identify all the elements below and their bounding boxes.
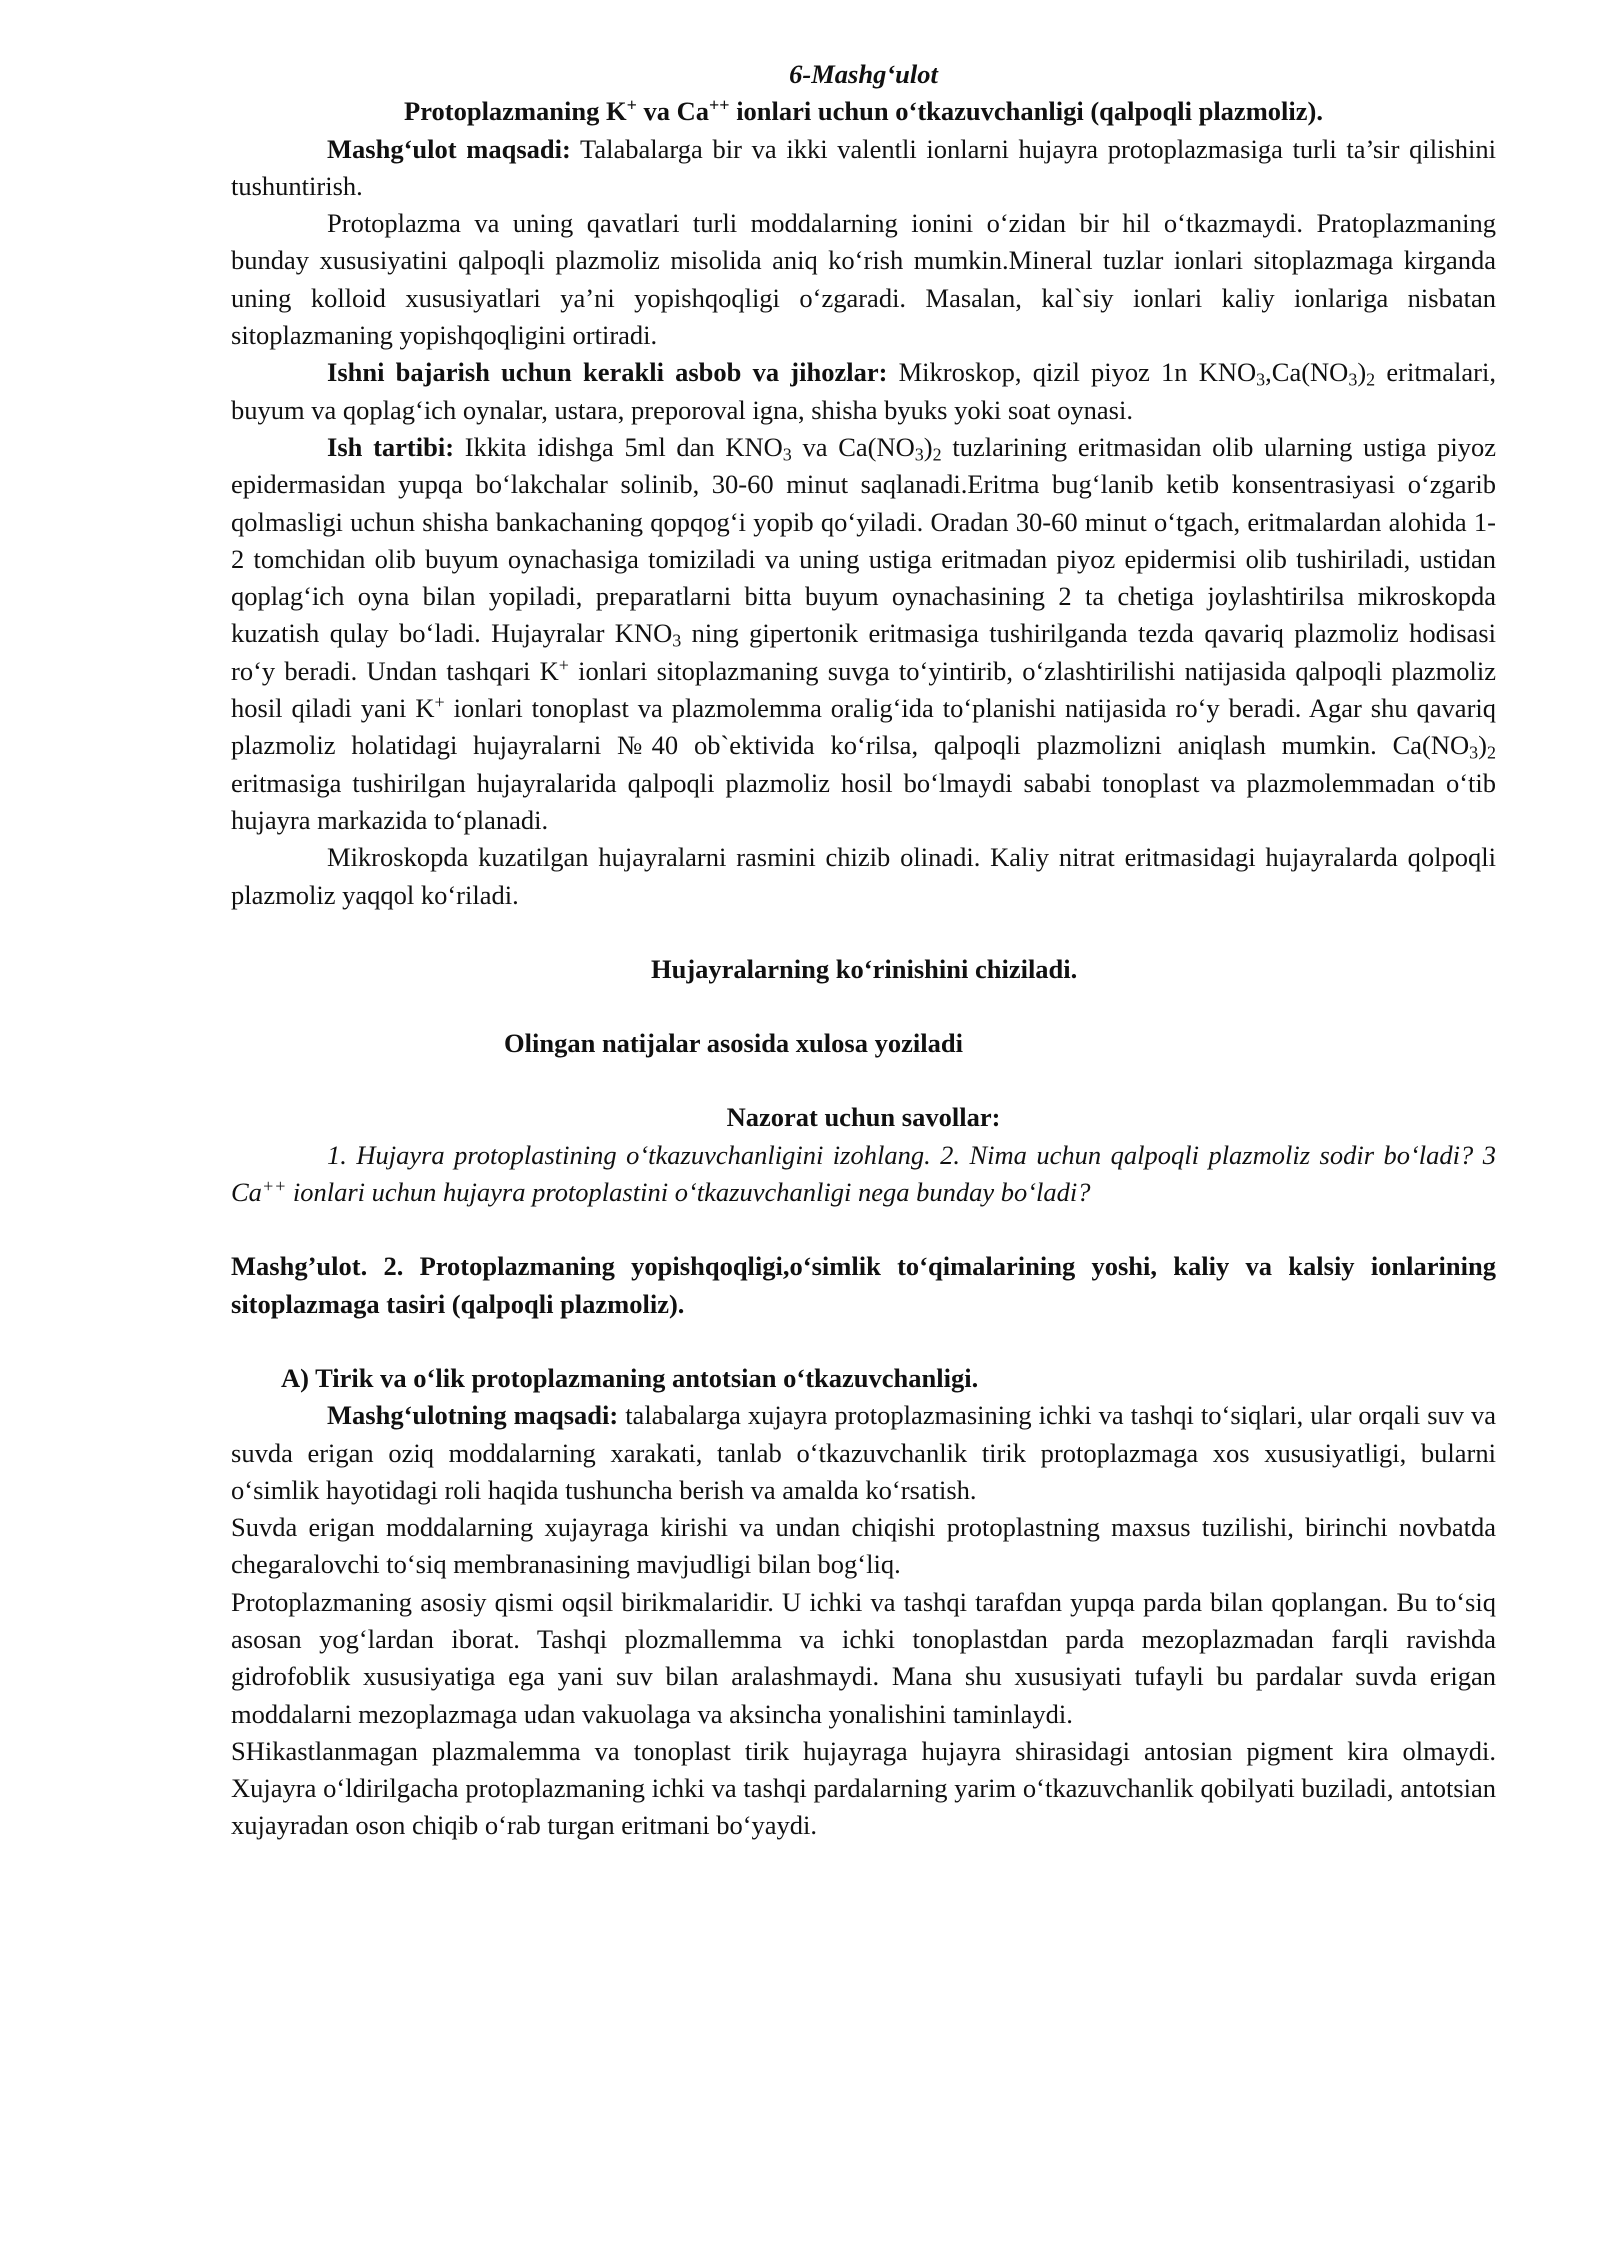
lesson-title: 6-Mashg‘ulot bbox=[789, 59, 938, 89]
equipment-text: ) bbox=[1357, 357, 1367, 388]
heading-part: Protoplazmaning K bbox=[404, 96, 627, 127]
procedure-text: ) bbox=[1478, 730, 1487, 761]
heading-part: ionlari uchun o‘tkazuvchanligi (qalpoqli plazmoliz). bbox=[729, 96, 1323, 127]
superscript: + bbox=[558, 654, 569, 675]
paragraph-1: Suvda erigan moddalarning xujayraga kirishi va undan chiqishi protoplastning maxsus tuzilishi, birinchi novbatda chegaralovchi to‘siq membranasining mavjudligi bilan bog‘liq. bbox=[231, 1512, 1496, 1580]
questions-heading: Nazorat uchun savollar: bbox=[726, 1102, 1001, 1133]
document-page bbox=[231, 56, 1496, 1845]
subscript: 3 bbox=[1348, 369, 1358, 390]
equipment-text: ,Ca(NO bbox=[1265, 357, 1349, 388]
aim-label: Mashg‘ulot maqsadi: bbox=[327, 133, 571, 164]
draw-heading: Hujayralarning ko‘rinishini chiziladi. bbox=[651, 953, 1078, 984]
superscript: + bbox=[434, 692, 445, 713]
procedure-text: va Ca(NO bbox=[791, 431, 915, 462]
observation-paragraph: Mikroskopda kuzatilgan hujayralarni rasmini chizib olinadi. Kaliy nitrat eritmasidagi hujayralarda qolpoqli plazmoliz yaqqol ko‘riladi. bbox=[231, 842, 1496, 910]
equipment-label: Ishni bajarish uchun kerakli asbob va jihozlar: bbox=[327, 357, 888, 388]
procedure-text: ) bbox=[923, 431, 933, 462]
aim-paragraph bbox=[231, 131, 1496, 206]
subscript: 3 bbox=[1256, 369, 1266, 390]
aim2-label: Mashg‘ulotning maqsadi: bbox=[327, 1400, 619, 1431]
procedure-text: ionlari tonoplast va plazmolemma oralig‘ida to‘planishi natijasida ro‘y beradi. Agar shu qavariq plazmoliz holatidagi hujayralarni №40 ob`ektivida ko‘rilsa, qalpoqli plazmolizni aniqlash mumkin. Ca(NO bbox=[231, 693, 1497, 761]
spacer bbox=[231, 988, 1496, 1025]
questions-text: ionlari uchun hujayra protoplastini o‘tkazuvchanligi nega bunday bo‘ladi? bbox=[286, 1177, 1091, 1208]
subscript: 3 bbox=[914, 444, 924, 465]
aim2-text: talabalarga xujayra protoplazmasining ichki va tashqi to‘siqlari, ular orqali suv va suvda erigan oziq moddalarning xarakati, tanlab o‘tkazuvchanlik tirik protoplazmaga xos xususiyatligi, bularni o‘simlik hayotidagi roli haqida tushuncha berish va amalda ko‘rsatish. bbox=[231, 1400, 1497, 1505]
equipment-text: Mikroskop, qizil piyoz 1n KNO bbox=[887, 357, 1257, 388]
equipment-paragraph bbox=[231, 354, 1496, 429]
equipment-text: eritmalari, buyum va qoplag‘ich oynalar, ustara, preporoval igna, shisha byuks yoki soat oynasi. bbox=[231, 357, 1496, 425]
questions-paragraph bbox=[231, 1137, 1496, 1212]
aim2-paragraph bbox=[231, 1397, 1496, 1509]
spacer bbox=[231, 1323, 1496, 1360]
procedure-paragraph bbox=[231, 429, 1496, 839]
heading-sup: + bbox=[626, 95, 637, 116]
spacer bbox=[231, 1062, 1496, 1099]
procedure-label: Ish tartibi: bbox=[327, 431, 455, 462]
procedure-text: eritmasiga tushirilgan hujayralarida qalpoqli plazmoliz hosil bo‘lmaydi sababi tonoplast va plazmolemmadan o‘tib hujayra markazida to‘planadi. bbox=[231, 767, 1496, 835]
procedure-text: ionlari sitoplazmaning suvga to‘yintirib, o‘zlashtirilishi natijasida qalpoqli plazmoliz hosil qiladi yani K bbox=[231, 655, 1496, 724]
intro-paragraph: Protoplazma va uning qavatlari turli moddalarning ionini o‘zidan bir hil o‘tkazmaydi. Pratoplazmaning bunday xususiyatini qalpoqli plazmoliz misolida aniq ko‘rish mumkin.Mineral tuzlar ionlari sitoplazmaga kirganda uning kolloid xususiyatlari ya’ni yopishqoqligi o‘zgaradi. Masalan, kal`siy ionlari kaliy ionlariga nisbatan sitoplazmaning yopishqoqligini ortiradi. bbox=[231, 208, 1496, 351]
aim-text: Talabalarga bir va ikki valentli ionlarni hujayra protoplazmasiga turli ta’sir qilishini tushuntirish. bbox=[231, 133, 1496, 201]
procedure-text: Ikkita idishga 5ml dan KNO bbox=[454, 431, 783, 462]
questions-text: 1. Hujayra protoplastining o‘tkazuvchanligini izohlang. 2. Nima uchun qalpoqli plazmoliz sodir bo‘ladi? 3 Ca bbox=[231, 1139, 1496, 1208]
procedure-text: tuzlarining eritmasidan olib ularning ustiga piyoz epidermasidan yupqa bo‘lakchalar solinib, 30-60 minut saqlanadi.Eritma bug‘lanib ketib konsentrasiyasi o‘zgarib qolmasligi uchun shisha bankachaning qopqog‘i yopib qo‘yiladi. Oradan 30-60 minut o‘tgach, eritmalardan alohida 1-2 tomchidan olib buyum oynachasiga tomiziladi va uning ustiga eritmadan piyoz epidermisi olib tushiriladi, ustidan qoplag‘ich oyna bilan yopiladi, preparatlarni bitta buyum oynachasining 2 ta chetiga joylashtirilsa mikroskopda kuzatish qulay bo‘ladi. Hujayralar KNO bbox=[231, 431, 1496, 649]
superscript: ++ bbox=[261, 1176, 287, 1197]
lesson2-heading: Mashg’ulot. 2. Protoplazmaning yopishqoqligi,o‘simlik to‘qimalarining yoshi, kaliy va kalsiy ionlarining sitoplazmaga tasiri (qalpoqli plazmoliz). bbox=[231, 1251, 1496, 1319]
section-a-heading: A) Tirik va o‘lik protoplazmaning antotsian o‘tkazuvchanligi. bbox=[281, 1362, 979, 1393]
spacer bbox=[231, 914, 1496, 951]
conclusion-heading: Olingan natijalar asosida xulosa yoziladi bbox=[504, 1028, 963, 1059]
heading-sup: ++ bbox=[709, 95, 730, 116]
procedure-text: ning gipertonik eritmasiga tushirilganda tezda qavariq plazmoliz hodisasi ro‘y beradi. Undan tashqari K bbox=[231, 618, 1496, 686]
subscript: 3 bbox=[672, 630, 682, 651]
subscript: 2 bbox=[932, 444, 942, 465]
paragraph-2: Protoplazmaning asosiy qismi oqsil birikmalaridir. U ichki va tashqi tarafdan yupqa parda bilan qoplangan. Bu to‘siq asosan yog‘lardan iborat. Tashqi plozmallemma va ichki tonoplastdan parda mezoplazmadan farqli ravishda gidrofoblik xususiyatiga ega yani suv bilan aralashmaydi. Mana shu xususiyati tufayli bu pardalar suvda erigan moddalarni mezoplazmaga udan vakuolaga va aksincha yonalishini taminlaydi. bbox=[231, 1586, 1496, 1729]
spacer bbox=[231, 1211, 1496, 1248]
lesson-heading bbox=[231, 93, 1496, 130]
subscript: 2 bbox=[1366, 369, 1376, 390]
subscript: 3 bbox=[1469, 742, 1479, 763]
subscript: 2 bbox=[1486, 742, 1496, 763]
subscript: 3 bbox=[782, 444, 792, 465]
paragraph-3: SHikastlanmagan plazmalemma va tonoplast tirik hujayraga hujayra shirasidagi antosian pigment kira olmaydi. Xujayra o‘ldirilgacha protoplazmaning ichki va tashqi pardalarning yarim o‘tkazuvchanlik qobilyati buziladi, antotsian xujayradan oson chiqib o‘rab turgan eritmani bo‘yaydi. bbox=[231, 1735, 1496, 1841]
heading-part: va Ca bbox=[636, 96, 710, 127]
